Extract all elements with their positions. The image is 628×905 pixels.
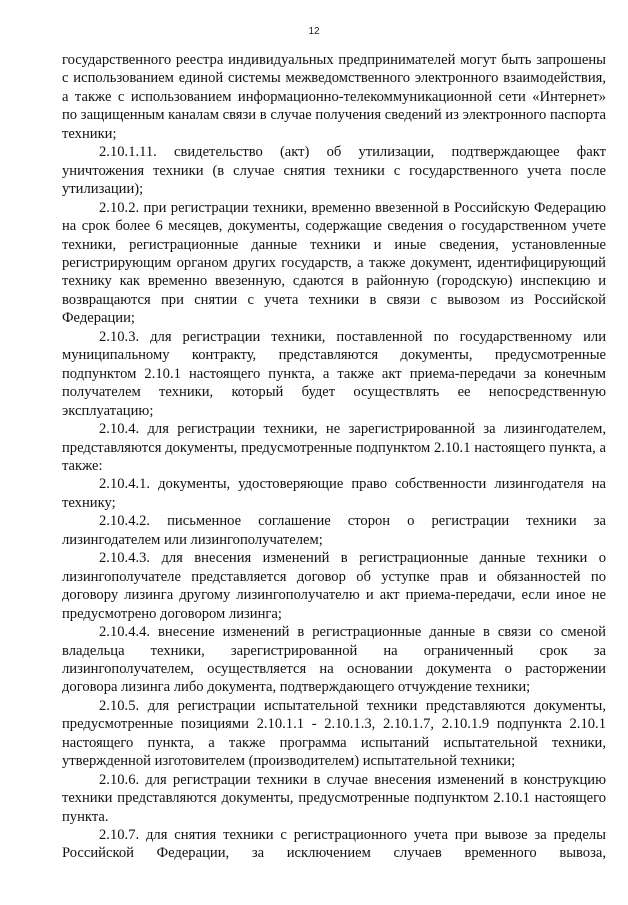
paragraph-continuation: государственного реестра индивидуальных предпринимателей могут быть запрошены с использованием единой системы межведомственного электронного взаимодействия, а также с использованием информационно-телекоммуникационной сети «Интернет» по защищенным каналам связи в случае получения сведений из электронного паспорта техники; [62, 52, 606, 142]
document-body [62, 51, 606, 863]
page-number: 12 [308, 26, 320, 37]
paragraph-2-10-3: 2.10.3. для регистрации техники, поставленной по государственному или муниципальному контракту, представляются документы, предусмотренные подпунктом 2.10.1 настоящего пункта, а также акт приема-передачи за конечным получателем техники, который будет осуществлять ее непосредственную эксплуатацию; [62, 328, 606, 419]
paragraph-2-10-6: 2.10.6. для регистрации техники в случае внесения изменений в конструкцию техники представляются документы, предусмотренные подпунктом 2.10.1 настоящего пункта. [62, 771, 606, 825]
paragraph-2-10-4-2: 2.10.4.2. письменное соглашение сторон о регистрации техники за лизингодателем или лизингополучателем; [62, 513, 606, 548]
paragraph-2-10-4-1: 2.10.4.1. документы, удостоверяющие право собственности лизингодателя на технику; [62, 476, 606, 511]
paragraph-2-10-2: 2.10.2. при регистрации техники, временно ввезенной в Российскую Федерацию на срок более 6 месяцев, документы, содержащие сведения о государственном учете техники, регистрационные данные техники и иные сведения, установленные регистрирующим органом других государств, а также документ, идентифицирующий технику как временно ввезенную, сдаются в районную (городскую) инспекцию и возвращаются при снятии с учета техники в связи с вывозом из Российской Федерации; [62, 199, 606, 327]
paragraph-2-10-5: 2.10.5. для регистрации испытательной техники представляются документы, предусмотренные позициями 2.10.1.1 - 2.10.1.3, 2.10.1.7, 2.10.1.9 подпункта 2.10.1 настоящего пункта, а также программа испытаний испытательной техники, утвержденной изготовителем (производителем) испытательной техники; [62, 697, 606, 770]
paragraph-2-10-4-4: 2.10.4.4. внесение изменений в регистрационные данные в связи со сменой владельца техники, зарегистрированной на ограниченный срок за лизингополучателем, осуществляется на основании документа о расторжении договора лизинга либо документа, подтверждающего отчуждение техники; [62, 624, 606, 696]
paragraph-2-10-1-11: 2.10.1.11. свидетельство (акт) об утилизации, подтверждающее факт уничтожения техники (в случае снятия техники с государственного учета после утилизации); [62, 144, 606, 198]
paragraph-2-10-4: 2.10.4. для регистрации техники, не зарегистрированной за лизингодателем, представляются документы, предусмотренные подпунктом 2.10.1 настоящего пункта, а также: [62, 421, 606, 474]
paragraph-2-10-4-3: 2.10.4.3. для внесения изменений в регистрационные данные техники о лизингополучателе представляется договор об уступке прав и обязанностей по договору лизинга другому лизингополучателю и акт приема-передачи, если иное не предусмотрено договором лизинга; [62, 550, 606, 622]
paragraph-2-10-7: 2.10.7. для снятия техники с регистрационного учета при вывозе за пределы Российской Федерации, за исключением случаев временного вывоза, [62, 827, 606, 862]
